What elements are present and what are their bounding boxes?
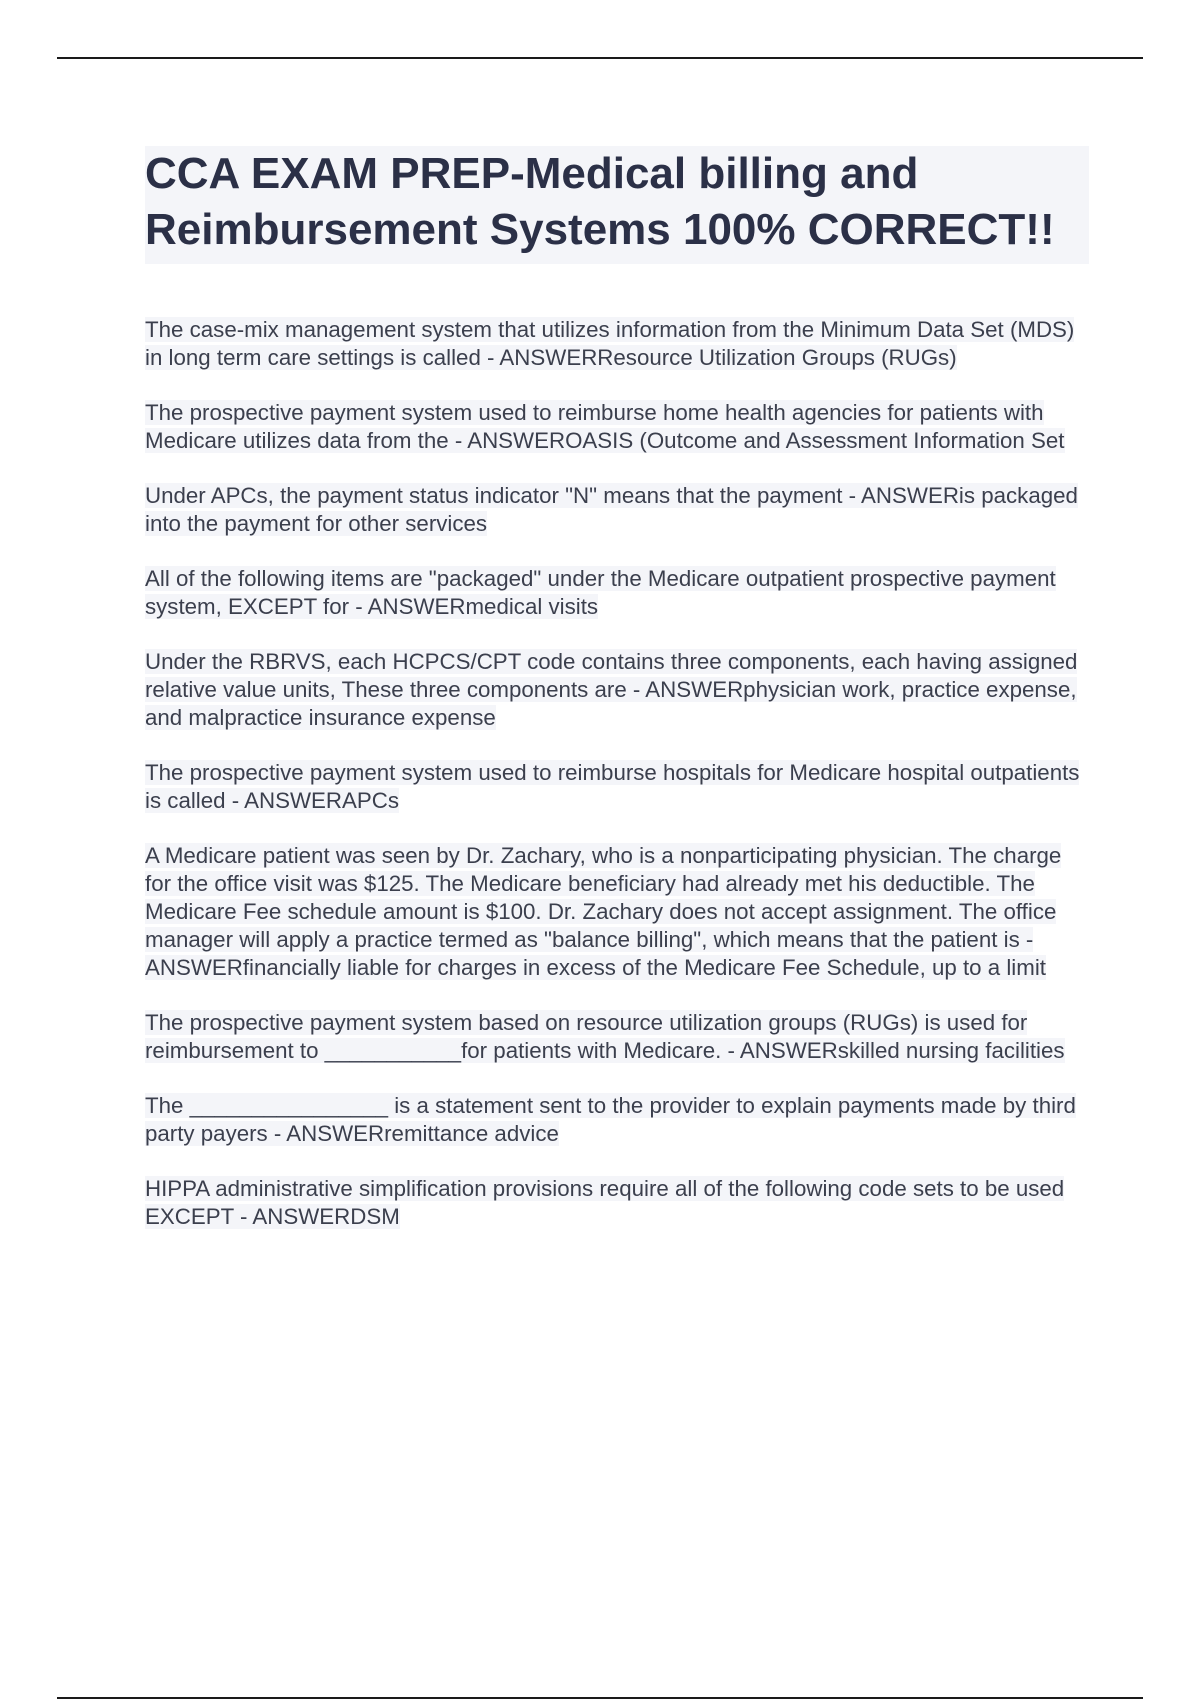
qa-item bbox=[145, 399, 1089, 455]
qa-item bbox=[145, 565, 1089, 621]
qa-item-text: All of the following items are "packaged" under the Medicare outpatient prospective payment system, EXCEPT for - ANSWERmedical visits bbox=[145, 566, 1056, 619]
qa-item-text: HIPPA administrative simplification provisions require all of the following code sets to be used EXCEPT - ANSWERDSM bbox=[145, 1176, 1065, 1229]
qa-item-text: Under the RBRVS, each HCPCS/CPT code contains three components, each having assigned relative value units, These three components are - ANSWERphysician work, practice expense, and malpractice insurance expense bbox=[145, 649, 1078, 730]
qa-item bbox=[145, 1092, 1089, 1148]
qa-item bbox=[145, 842, 1089, 982]
title-block bbox=[145, 146, 1089, 264]
document-title: CCA EXAM PREP-Medical billing and Reimbursement Systems 100% CORRECT!! bbox=[145, 149, 1055, 254]
page-top-rule bbox=[57, 57, 1143, 59]
qa-item bbox=[145, 1175, 1089, 1231]
qa-item-text: The prospective payment system used to reimburse hospitals for Medicare hospital outpatients is called - ANSWERAPCs bbox=[145, 760, 1080, 813]
qa-item-text: The prospective payment system based on resource utilization groups (RUGs) is used for reimbursement to ___________for patients with Medicare. - ANSWERskilled nursing facilities bbox=[145, 1010, 1065, 1063]
qa-item-text: The ________________ is a statement sent to the provider to explain payments made by third party payers - ANSWERremittance advice bbox=[145, 1093, 1076, 1146]
qa-item bbox=[145, 316, 1089, 372]
qa-item-text: The case-mix management system that utilizes information from the Minimum Data Set (MDS) in long term care settings is called - ANSWERResource Utilization Groups (RUGs) bbox=[145, 317, 1075, 370]
qa-item bbox=[145, 482, 1089, 538]
qa-item bbox=[145, 648, 1089, 732]
page-bottom-rule bbox=[57, 1697, 1143, 1699]
qa-item bbox=[145, 759, 1089, 815]
qa-item bbox=[145, 1009, 1089, 1065]
qa-item-text: The prospective payment system used to reimburse home health agencies for patients with Medicare utilizes data from the - ANSWEROASIS (Outcome and Assessment Information Set bbox=[145, 400, 1065, 453]
qa-list bbox=[145, 316, 1089, 1231]
document-body bbox=[145, 146, 1089, 1258]
qa-item-text: Under APCs, the payment status indicator "N" means that the payment - ANSWERis packaged into the payment for other services bbox=[145, 483, 1078, 536]
qa-item-text: A Medicare patient was seen by Dr. Zachary, who is a nonparticipating physician. The charge for the office visit was $125. The Medicare beneficiary had already met his deductible. The Medicare Fee schedule amount is $100. Dr. Zachary does not accept assignment. The office manager will apply a practice termed as "balance billing", which means that the patient is - ANSWERfinancially liable for charges in excess of the Medicare Fee Schedule, up to a limit bbox=[145, 843, 1062, 980]
